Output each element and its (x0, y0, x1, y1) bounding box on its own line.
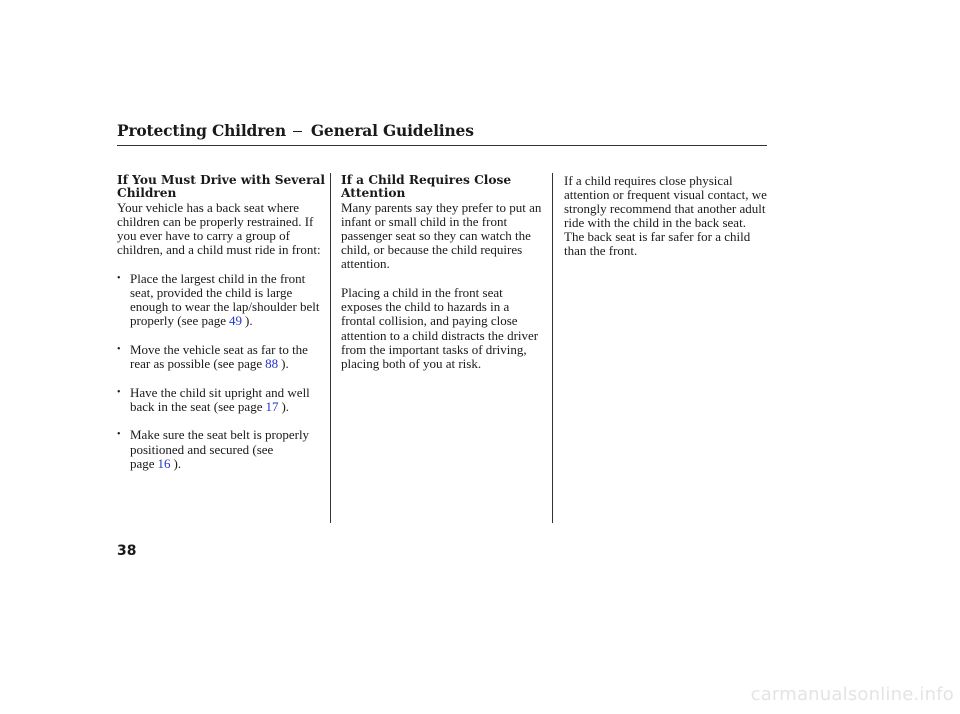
list-item: • Have the child sit upright and well back in the seat (see page 17 ). (117, 386, 327, 414)
watermark: carmanualsonline.info (750, 684, 954, 705)
section2-para1: Many parents say they prefer to put an infant or small child in the front passenger seat so they can watch the child, or because the child requires attention. (341, 199, 542, 272)
page-link-49[interactable]: 49 (229, 313, 243, 329)
list-item: • Place the largest child in the front seat, provided the child is large enough to wear the lap/shoulder belt properly (see page 49 ). (117, 272, 327, 328)
page-number: 38 (117, 543, 137, 559)
page-link-88[interactable]: 88 (265, 356, 279, 372)
bullet-list (117, 272, 327, 471)
page-title (117, 121, 474, 140)
list-item: • Move the vehicle seat as far to the rear as possible (see page 88 ). (117, 343, 327, 371)
section1-intro: Your vehicle has a back seat where children can be properly restrained. If you ever have to carry a group of children, and a child must ride in front: (117, 199, 321, 258)
column-3 (564, 174, 769, 259)
list-item: • Make sure the seat belt is properly positioned and secured (see page 16 ). (117, 428, 327, 470)
section2-para2: Placing a child in the front seat exposes the child to hazards in a frontal collision, and paying close attention to a child distracts the driver from the important tasks of driving, placing both of you at risk. (341, 285, 539, 371)
column-1 (117, 174, 327, 485)
page-link-17[interactable]: 17 (265, 398, 279, 414)
column-2 (341, 174, 546, 371)
title-right: General Guidelines (310, 121, 474, 140)
page-link-16[interactable]: 16 (157, 455, 171, 471)
title-separator (293, 131, 302, 132)
title-left: Protecting Children (117, 121, 286, 140)
section-heading-close-attention: If a Child Requires Close Attention (341, 173, 512, 201)
column-divider-2 (552, 173, 553, 523)
column-divider-1 (330, 173, 331, 523)
section-heading-several-children: If You Must Drive with Several Children (117, 173, 326, 201)
page-header (117, 121, 767, 146)
section3-para1: If a child requires close physical attention or frequent visual contact, we strongly recommend that another adult ride with the child in the back seat. The back seat is far safer for a child than the front. (564, 173, 767, 259)
